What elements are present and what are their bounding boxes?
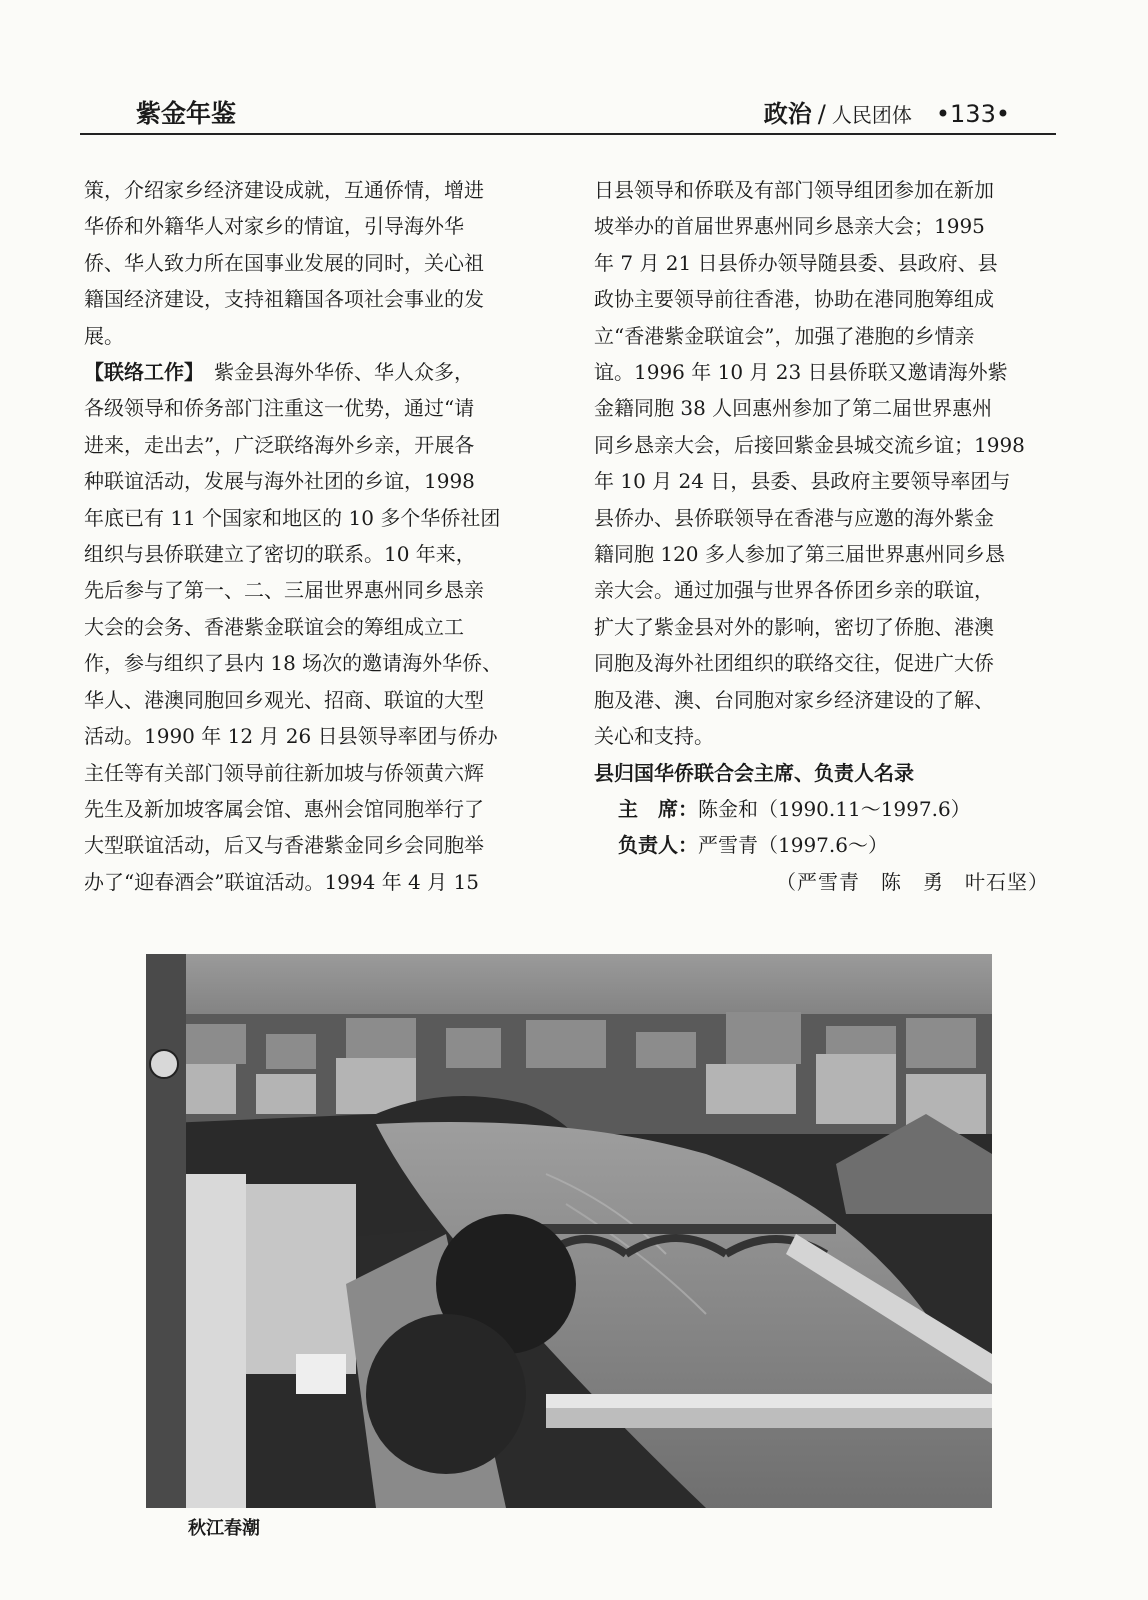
text-line: 大会的会务、香港紫金联谊会的筹组成立工 — [84, 614, 464, 639]
text-line: 坡举办的首届世界惠州同乡恳亲大会；1995 — [594, 214, 985, 239]
text-line: 日县领导和侨联及有部门领导组团参加在新加 — [594, 178, 994, 202]
text-line: 谊。1996 年 10 月 23 日县侨联又邀请海外紫 — [594, 360, 1008, 385]
book-title: 紫金年鉴 — [136, 99, 237, 128]
text-line: 活动。1990 年 12 月 26 日县领导率团与侨办 — [84, 724, 498, 749]
market-stall — [296, 1354, 346, 1394]
text-line: 组织与县侨联建立了密切的联系。10 年来， — [84, 542, 476, 567]
text-line: 政协主要领导前往香港，协助在港同胞筹组成 — [594, 287, 994, 312]
text-line: 策，介绍家乡经济建设成就，互通侨情，增进 — [84, 178, 484, 202]
street-buildings — [246, 1184, 356, 1374]
text-line: 籍国经济建设，支持祖籍国各项社会事业的发 — [84, 287, 484, 312]
text-line: 亲大会。通过加强与世界各侨团乡亲的联谊， — [594, 578, 994, 603]
left-column — [84, 172, 549, 900]
roster-role: 负责人： — [618, 833, 698, 858]
photo-illustration — [146, 954, 992, 1508]
section-breadcrumb — [764, 94, 1010, 129]
author-credit: （严雪青 陈 勇 叶石坚） — [776, 869, 1049, 894]
paragraph-intro — [84, 172, 549, 354]
roster-title: 县归国华侨联合会主席、负责人名录 — [594, 760, 914, 785]
right-column — [594, 172, 1059, 900]
foreground-tree — [366, 1314, 526, 1474]
section-heading: 【联络工作】 — [84, 360, 194, 385]
text-fragment: 紫金县海外华侨、华人众多， — [194, 360, 474, 385]
page-header — [80, 94, 1056, 134]
text-line: 年 7 月 21 日县侨办领导随县委、县政府、县 — [594, 250, 998, 275]
clock-face — [150, 1050, 178, 1078]
text-line: 展。 — [84, 323, 124, 348]
text-line: 先生及新加坡客属会馆、惠州会馆同胞举行了 — [84, 796, 484, 821]
text-line — [84, 354, 549, 390]
breadcrumb-separator: / — [817, 100, 826, 128]
text-line: 先后参与了第一、二、三届世界惠州同乡恳亲 — [84, 578, 484, 603]
paragraph-liaison — [84, 354, 549, 900]
text-line: 胞及港、澳、台同胞对家乡经济建设的了解、 — [594, 687, 994, 712]
roster-entry — [594, 827, 1059, 863]
text-line: 各级领导和侨务部门注重这一优势，通过“请 — [84, 396, 475, 421]
text-line: 关心和支持。 — [594, 724, 714, 749]
text-line: 立“香港紫金联谊会”，加强了港胞的乡情亲 — [594, 323, 975, 348]
text-line: 年底已有 11 个国家和地区的 10 多个华侨社团 — [84, 505, 501, 530]
text-line: 华人、港澳同胞回乡观光、招商、联谊的大型 — [84, 687, 484, 712]
photo-caption: 秋江春潮 — [188, 1518, 260, 1539]
roster-role: 主 席： — [618, 796, 698, 821]
page-number: •133• — [935, 100, 1010, 128]
text-line: 华侨和外籍华人对家乡的情谊，引导海外华 — [84, 214, 464, 239]
paragraph-continued — [594, 172, 1059, 755]
text-line: 同胞及海外社团组织的联络交往，促进广大侨 — [594, 651, 994, 676]
text-line: 县侨办、县侨联领导在香港与应邀的海外紫金 — [594, 505, 994, 530]
text-line: 年 10 月 24 日，县委、县政府主要领导率团与 — [594, 469, 1011, 494]
roster-value: 陈金和（1990.11～1997.6） — [698, 796, 971, 821]
text-line: 种联谊活动，发展与海外社团的乡谊，1998 — [84, 469, 475, 494]
text-line: 扩大了紫金县对外的影响，密切了侨胞、港澳 — [594, 614, 994, 639]
text-line: 大型联谊活动，后又与香港紫金同乡会同胞举 — [84, 833, 484, 858]
foreground-building — [186, 1174, 246, 1508]
text-line: 作，参与组织了县内 18 场次的邀请海外华侨、 — [84, 651, 503, 676]
text-line: 侨、华人致力所在国事业发展的同时，关心祖 — [84, 250, 484, 275]
clock-tower — [146, 954, 186, 1508]
river-town-photo — [146, 954, 992, 1508]
text-line: 金籍同胞 38 人回惠州参加了第二届世界惠州 — [594, 396, 993, 421]
text-line: 办了“迎春酒会”联谊活动。1994 年 4 月 15 — [84, 869, 479, 894]
text-line: 进来，走出去”，广泛联络海外乡亲，开展各 — [84, 432, 475, 457]
text-line: 籍同胞 120 多人参加了第三届世界惠州同乡恳 — [594, 542, 1005, 567]
weir — [546, 1394, 992, 1428]
section-name: 政治 — [763, 100, 812, 128]
roster-value: 严雪青（1997.6～） — [698, 833, 888, 858]
roster-entry — [594, 791, 1059, 827]
text-line: 主任等有关部门领导前往新加坡与侨领黄六辉 — [84, 760, 484, 785]
text-line: 同乡恳亲大会，后接回紫金县城交流乡谊；1998 — [594, 432, 1025, 457]
subsection-name: 人民团体 — [831, 103, 912, 127]
header-rule — [80, 133, 1056, 135]
